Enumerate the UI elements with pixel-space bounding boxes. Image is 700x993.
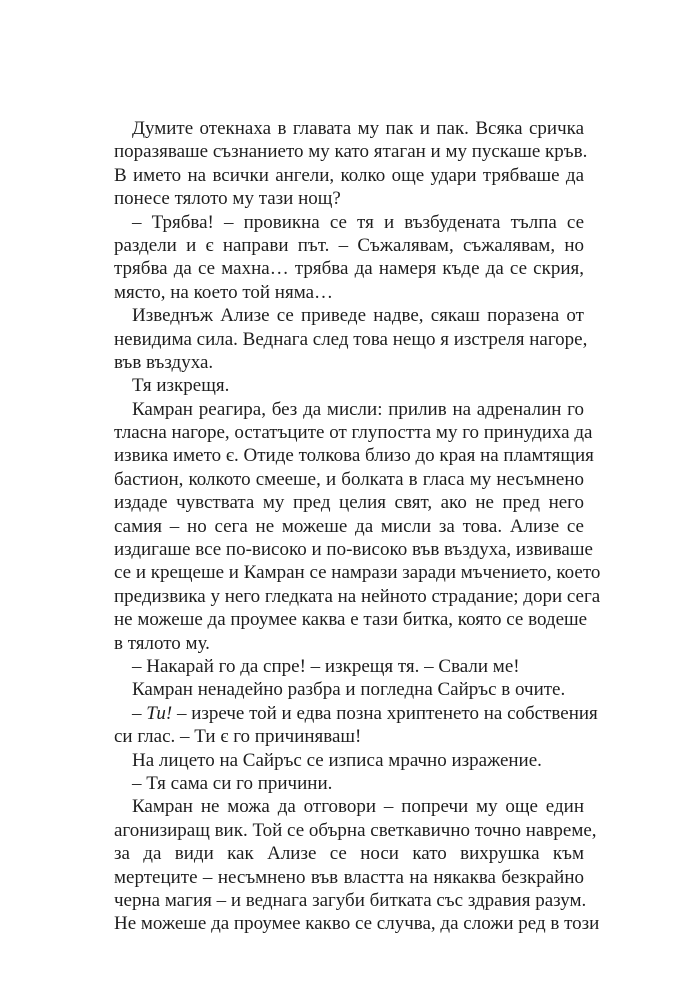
text-line: Камран реагира, без да мисли: прилив на адреналин го [132, 398, 584, 420]
text-line: самия – но сега не можеше да мисли за това. Ализе се [114, 515, 584, 537]
text-line: невидима сила. Веднага след това нещо я изстреля нагоре, [114, 328, 588, 350]
text-line: – Накарай го да спре! – изкрещя тя. – Свали ме! [132, 655, 520, 677]
text-line: извика името є. Отиде толкова близо до края на пламтящия [114, 445, 594, 467]
text-line: се и крещеше и Камран се намрази заради мъчението, което [114, 562, 601, 584]
text-line: Не можеше да проумее какво се случва, да сложи ред в този [114, 913, 600, 935]
text-line: Тя изкрещя. [132, 375, 230, 397]
body-text [114, 117, 601, 936]
text-line: си глас. – Ти є го причиняваш! [114, 726, 362, 748]
text-line: място, на което той няма… [114, 281, 334, 303]
text-line: Изведнъж Ализе се приведе надве, сякаш поразена от [132, 305, 584, 327]
text-line-prefix: – [132, 702, 147, 724]
text-line: в тялото му. [114, 632, 210, 654]
text-line: мертеците – несъмнено във властта на някаква безкрайно [114, 866, 584, 888]
text-line: раздели и є направи път. – Съжалявам, съжалявам, но [114, 234, 584, 256]
text-line: предизвика у него гледката на нейното страдание; дори сега [114, 585, 601, 607]
text-line: – Тя сама си го причини. [132, 772, 333, 794]
text-line: черна магия – и веднага загуби битката със здравия разум. [114, 889, 587, 911]
text-line: Думите отекнаха в главата му пак и пак. Всяка сричка [132, 118, 584, 139]
text-line: тласна нагоре, остатъците от глупостта му го принудиха да [114, 422, 593, 444]
text-line: за да види как Ализе се носи като вихрушка към [114, 843, 584, 865]
text-line: понесе тялото му тази нощ? [114, 188, 341, 210]
text-line: агонизиращ вик. Той се обърна светкавично точно навреме, [114, 819, 597, 841]
text-line-italic: Ти! [146, 702, 173, 724]
text-line [114, 702, 598, 725]
text-line: бастион, колкото смееше, и болката в гласа му несъмнено [114, 468, 584, 490]
text-line: не можеше да проумее каква е тази битка, която се водеше [114, 609, 588, 631]
text-line: Камран не можа да отговори – попречи му още един [132, 796, 584, 818]
text-line: поразяваше съзнанието му като ятаган и му пускаше кръв. [114, 141, 588, 163]
text-line: издигаше все по-високо и по-високо във въздуха, извиваше [114, 539, 593, 561]
text-line-rest: – изрече той и едва позна хриптенето на собствения [172, 702, 598, 724]
text-line: В името на всички ангели, колко още удари трябваше да [114, 164, 584, 186]
text-line: трябва да се махна… трябва да намеря къде да се скрия, [114, 258, 584, 280]
text-line: във въздуха. [114, 351, 214, 373]
text-line: На лицето на Сайръс се изписа мрачно изражение. [132, 749, 542, 771]
text-line: Камран ненадейно разбра и погледна Сайръс в очите. [132, 679, 566, 701]
text-line: – Трябва! – провикна се тя и възбудената тълпа се [132, 211, 584, 233]
text-line: издаде чувствата му пред целия свят, ако не пред него [114, 492, 584, 514]
